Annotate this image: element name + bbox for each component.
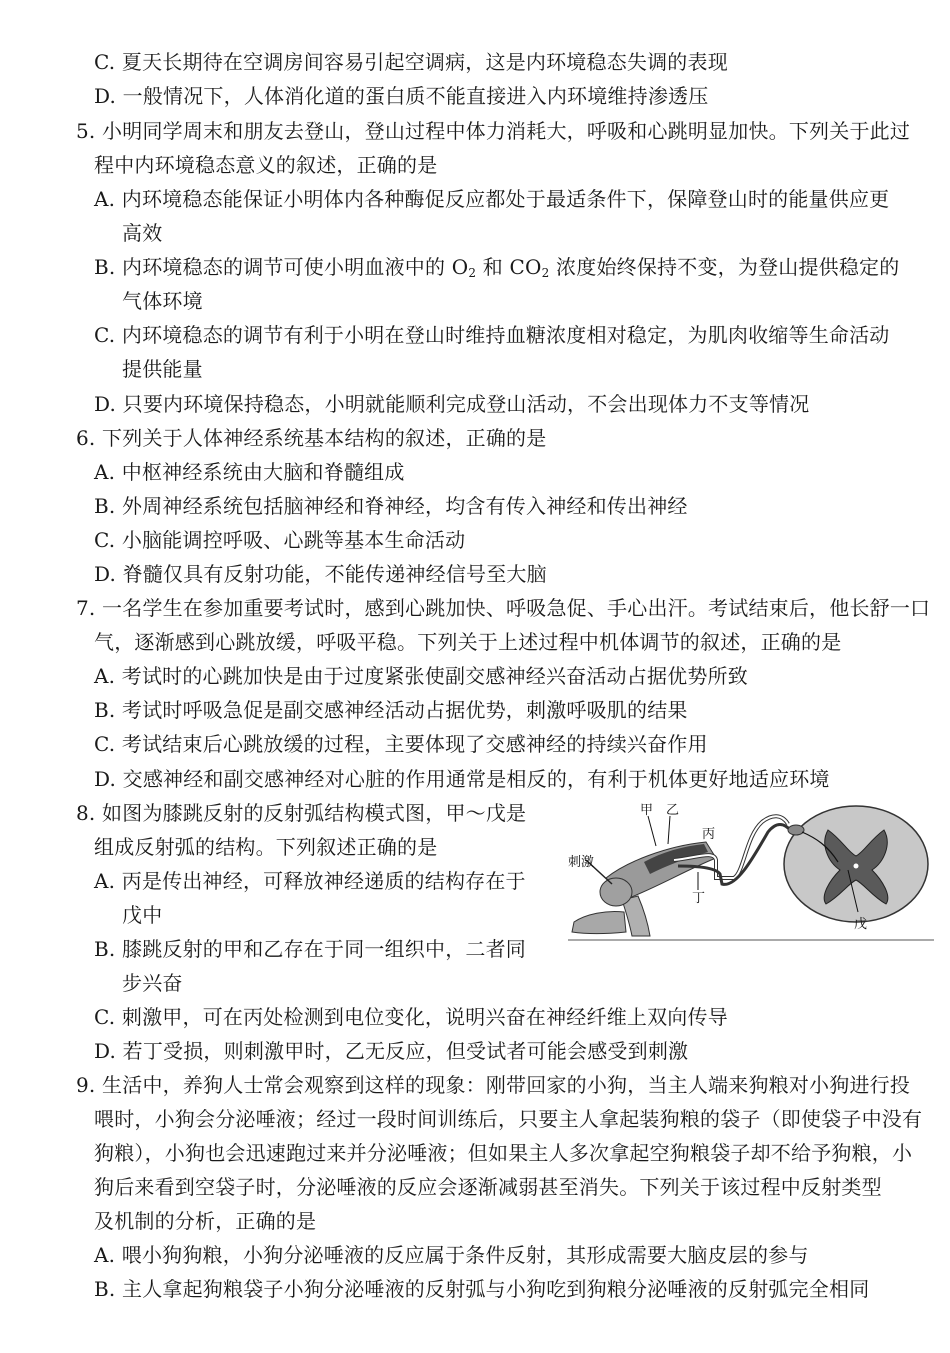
q6-option-c: C. 小脑能调控呼吸、心跳等基本生命活动: [94, 528, 466, 552]
q5-option-c-line-1: C. 内环境稳态的调节有利于小明在登山时维持血糖浓度相对稳定，为肌肉收缩等生命活动: [94, 323, 890, 347]
q8-option-a-line-1: A. 丙是传出神经，可释放神经递质的结构存在于: [94, 869, 526, 893]
q8-option-b-line-1: B. 膝跳反射的甲和乙存在于同一组织中，二者同: [94, 937, 527, 961]
label-stimulus: 刺激: [568, 855, 595, 870]
q8-option-b-line-2: 步兴奋: [122, 971, 183, 995]
q9-stem-line-5: 及机制的分析，正确的是: [94, 1209, 317, 1233]
q6-option-d: D. 脊髓仅具有反射功能，不能传递神经信号至大脑: [94, 562, 547, 586]
reflex-arc-figure: [566, 800, 936, 942]
dorsal-root-ganglion: [788, 825, 804, 835]
q8-stem-line-2: 组成反射弧的结构。下列叙述正确的是: [94, 835, 438, 859]
reflex-arc-svg: [566, 800, 936, 942]
q7-stem-line-2: 气，逐渐感到心跳放缓，呼吸平稳。下列关于上述过程中机体调节的叙述，正确的是: [94, 630, 842, 654]
q9-option-a: A. 喂小狗狗粮，小狗分泌唾液的反应属于条件反射，其形成需要大脑皮层的参与: [94, 1243, 809, 1267]
q6-stem: 6. 下列关于人体神经系统基本结构的叙述，正确的是: [76, 426, 547, 450]
q4-option-d: D. 一般情况下，人体消化道的蛋白质不能直接进入内环境维持渗透压: [94, 84, 709, 108]
leader-jia: [648, 816, 656, 846]
q8-option-d: D. 若丁受损，则刺激甲时，乙无反应，但受试者可能会感受到刺激: [94, 1039, 689, 1063]
label-ding: 丁: [692, 891, 706, 906]
q6-option-b: B. 外周神经系统包括脑神经和脊神经，均含有传入神经和传出神经: [94, 494, 688, 518]
q7-option-a: A. 考试时的心跳加快是由于过度紧张使副交感神经兴奋活动占据优势所致: [94, 664, 748, 688]
q9-option-b: B. 主人拿起狗粮袋子小狗分泌唾液的反射弧与小狗吃到狗粮分泌唾液的反射弧完全相同: [94, 1277, 870, 1301]
q5-option-a-line-2: 高效: [122, 221, 163, 245]
q7-option-d: D. 交感神经和副交感神经对心脏的作用通常是相反的，有利于机体更好地适应环境: [94, 767, 830, 791]
q9-stem-line-2: 喂时，小狗会分泌唾液；经过一段时间训练后，只要主人拿起装狗粮的袋子（即使袋子中没有: [94, 1107, 923, 1131]
q7-stem-line-1: 7. 一名学生在参加重要考试时，感到心跳加快、呼吸急促、手心出汗。考试结束后，他长舒一口: [76, 596, 931, 620]
q5-option-c-line-2: 提供能量: [122, 357, 203, 381]
q4-option-c: C. 夏天长期待在空调房间容易引起空调病，这是内环境稳态失调的表现: [94, 50, 728, 74]
q8-option-c: C. 刺激甲，可在丙处检测到电位变化，说明兴奋在神经纤维上双向传导: [94, 1005, 728, 1029]
q5-stem-line-1: 5. 小明同学周末和朋友去登山，登山过程中体力消耗大，呼吸和心跳明显加快。下列关于此过: [76, 119, 911, 143]
knee-shape: [600, 878, 632, 906]
label-yi: 乙: [666, 803, 680, 818]
label-jia: 甲: [640, 803, 654, 818]
leader-yi: [668, 816, 670, 844]
label-wu: 戊: [854, 917, 868, 932]
q5-option-d: D. 只要内环境保持稳态，小明就能顺利完成登山活动，不会出现体力不支等情况: [94, 392, 810, 416]
q7-option-c: C. 考试结束后心跳放缓的过程，主要体现了交感神经的持续兴奋作用: [94, 732, 708, 756]
label-bing: 丙: [702, 827, 716, 842]
q9-stem-line-1: 9. 生活中，养狗人士常会观察到这样的现象：刚带回家的小狗，当主人端来狗粮对小狗进行投: [76, 1073, 911, 1097]
q8-option-a-line-2: 戊中: [122, 903, 163, 927]
q5-option-b-line-2: 气体环境: [122, 289, 203, 313]
foot-shape: [572, 911, 626, 933]
q9-stem-line-3: 狗粮），小狗也会迅速跑过来并分泌唾液；但如果主人多次拿起空狗粮袋子却不给予狗粮，小: [94, 1141, 913, 1165]
q5-stem-line-2: 程中内环境稳态意义的叙述，正确的是: [94, 153, 438, 177]
q6-option-a: A. 中枢神经系统由大脑和脊髓组成: [94, 460, 405, 484]
central-canal: [854, 864, 859, 869]
q8-stem-line-1: 8. 如图为膝跳反射的反射弧结构模式图，甲～戊是: [76, 801, 527, 825]
q7-option-b: B. 考试时呼吸急促是副交感神经活动占据优势，刺激呼吸肌的结果: [94, 698, 688, 722]
q5-option-a-line-1: A. 内环境稳态能保证小明体内各种酶促反应都处于最适条件下，保障登山时的能量供应更: [94, 187, 890, 211]
q9-stem-line-4: 狗后来看到空袋子时，分泌唾液的反应会逐渐减弱甚至消失。下列关于该过程中反射类型: [94, 1175, 882, 1199]
q5-option-b-line-1: B. 内环境稳态的调节可使小明血液中的 $O_2$ 和 $CO_2$ 浓度始终保持不变，为登山提供稳定的: [94, 255, 900, 280]
